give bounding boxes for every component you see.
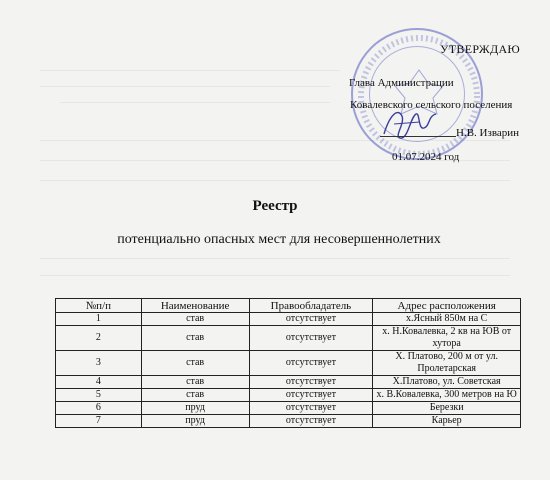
approval-position-line1: Глава Администрации (349, 77, 454, 89)
cell-name: став (141, 351, 249, 376)
cell-number: 1 (56, 313, 142, 326)
table-row (56, 351, 521, 376)
table-row (56, 313, 521, 326)
table-row (56, 415, 521, 428)
cell-name: пруд (141, 415, 249, 428)
table-row (56, 389, 521, 402)
cell-number: 6 (56, 402, 142, 415)
document-title: Реестр (252, 198, 298, 214)
table-row (56, 326, 521, 351)
cell-owner: отсутствует (249, 376, 373, 389)
cell-name: став (141, 313, 249, 326)
registry-table (55, 298, 521, 428)
table-header-row (56, 299, 521, 313)
cell-address: Березки (373, 402, 521, 415)
cell-address: Карьер (373, 415, 521, 428)
approval-date: 01.07.2024 год (392, 151, 460, 163)
document-subtitle: потенциально опасных мест для несовершеннолетних (117, 232, 441, 247)
cell-name: став (141, 326, 249, 351)
cell-number: 7 (56, 415, 142, 428)
cell-owner: отсутствует (249, 313, 373, 326)
cell-owner: отсутствует (249, 326, 373, 351)
cell-address: Х.Платово, ул. Советская (373, 376, 521, 389)
approval-position-line2: Ковалевского сельского поселения (350, 99, 513, 111)
header-name: Наименование (141, 299, 249, 313)
cell-address: х. Н.Ковалевка, 2 кв на ЮВ от хутора (373, 326, 521, 351)
cell-owner: отсутствует (249, 402, 373, 415)
cell-number: 5 (56, 389, 142, 402)
cell-address: х.Ясный 850м на С (373, 313, 521, 326)
cell-number: 4 (56, 376, 142, 389)
cell-owner: отсутствует (249, 415, 373, 428)
approval-title: УТВЕРЖДАЮ (440, 42, 521, 56)
cell-name: став (141, 389, 249, 402)
header-address: Адрес расположения (373, 299, 521, 313)
cell-number: 3 (56, 351, 142, 376)
cell-address: х. В.Ковалевка, 300 метров на Ю (373, 389, 521, 402)
table-row (56, 402, 521, 415)
approval-name: Н.В. Изварин (456, 127, 520, 139)
header-number: №п/п (56, 299, 142, 313)
cell-name: став (141, 376, 249, 389)
signature-line (380, 126, 456, 137)
cell-owner: отсутствует (249, 351, 373, 376)
cell-owner: отсутствует (249, 389, 373, 402)
table-row (56, 376, 521, 389)
cell-name: пруд (141, 402, 249, 415)
cell-address: Х. Платово, 200 м от ул. Пролетарская (373, 351, 521, 376)
cell-number: 2 (56, 326, 142, 351)
header-owner: Правообладатель (249, 299, 373, 313)
